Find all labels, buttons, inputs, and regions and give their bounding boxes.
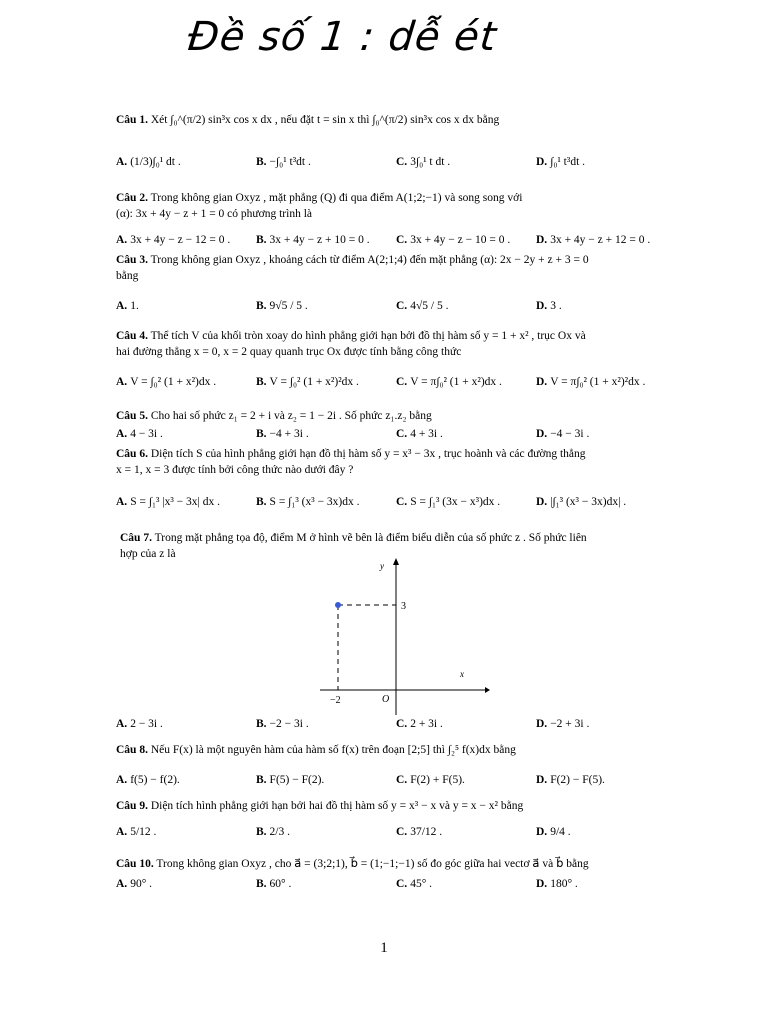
option-d: D. ∫₀¹ t³dt . <box>536 156 586 168</box>
options-3 <box>116 300 676 318</box>
option-c: C. 4 + 3i . <box>396 428 443 440</box>
question-2 <box>116 190 676 222</box>
options-4 <box>116 376 676 394</box>
question-1 <box>116 112 676 128</box>
options-8 <box>116 774 676 792</box>
option-a: A. (1/3)∫₀¹ dt . <box>116 156 181 168</box>
page-number: 1 <box>380 940 388 956</box>
option-b: B. 60° . <box>256 878 292 890</box>
option-c: C. 3x + 4y − z − 10 = 0 . <box>396 234 511 246</box>
options-1 <box>116 156 676 174</box>
y-axis-label: y <box>380 561 384 571</box>
question-text: Trong không gian Oxyz , cho a⃗ = (3;2;1), b⃗ = (1;−1;−1) số đo góc giữa hai vectơ a⃗ và b⃗ bằng <box>156 858 589 870</box>
question-10 <box>116 856 676 872</box>
option-b: B. S = ∫₁³ (x³ − 3x)dx . <box>256 496 360 508</box>
option-b: B. 3x + 4y − z + 10 = 0 . <box>256 234 370 246</box>
question-text-line2: hợp của z là <box>120 548 176 560</box>
option-a: A. 5/12 . <box>116 826 157 838</box>
question-text: Cho hai số phức z₁ = 2 + i và z₂ = 1 − 2i . Số phức z₁.z₂ bằng <box>150 410 432 422</box>
option-c: C. S = ∫₁³ (3x − x³)dx . <box>396 496 501 508</box>
option-c: C. 3∫₀¹ t dt . <box>396 156 451 168</box>
question-4 <box>116 328 676 360</box>
question-8 <box>116 742 676 758</box>
option-c: C. 45° . <box>396 878 433 890</box>
option-d: D. 3 . <box>536 300 562 312</box>
question-label: Câu 4. <box>116 330 148 342</box>
question-label: Câu 3. <box>116 254 148 266</box>
option-a: A. 90° . <box>116 878 153 890</box>
option-d: D. −2 + 3i . <box>536 718 590 730</box>
handwritten-title: Đề số 1 : dễ ét <box>185 14 500 60</box>
question-text: Xét ∫₀^(π/2) sin³x cos x dx , nếu đặt t = sin x thì ∫₀^(π/2) sin³x cos x dx bằng <box>150 114 500 126</box>
question-text-line2: x = 1, x = 3 được tính bởi công thức nào dưới đây ? <box>116 464 354 476</box>
option-c: C. 37/12 . <box>396 826 443 838</box>
question-text: Trong không gian Oxyz , khoảng cách từ điểm A(2;1;4) đến mặt phẳng (α): 2x − 2y + z + 3 = 0 <box>150 254 589 266</box>
options-5 <box>116 428 676 446</box>
option-d: D. |∫₁³ (x³ − 3x)dx| . <box>536 496 627 508</box>
question-label: Câu 10. <box>116 858 154 870</box>
point-x-label: −2 <box>330 695 341 706</box>
question-text-line2: hai đường thẳng x = 0, x = 2 quay quanh trục Ox được tính bằng công thức <box>116 346 462 358</box>
options-9 <box>116 826 676 844</box>
question-text: Nếu F(x) là một nguyên hàm của hàm số f(x) trên đoạn [2;5] thì ∫₂⁵ f(x)dx bằng <box>150 744 516 756</box>
point-y-label: 3 <box>401 601 406 612</box>
question-text: Trong không gian Oxyz , mặt phẳng (Q) đi qua điểm A(1;2;−1) và song song với <box>150 192 523 204</box>
option-d: D. 3x + 4y − z + 12 = 0 . <box>536 234 651 246</box>
option-a: A. S = ∫₁³ |x³ − 3x| dx . <box>116 496 220 508</box>
option-d: D. −4 − 3i . <box>536 428 590 440</box>
option-c: C. F(2) + F(5). <box>396 774 465 786</box>
question-5 <box>116 408 676 424</box>
question-label: Câu 7. <box>120 532 152 544</box>
question-text: Diện tích hình phẳng giới hạn bởi hai đồ thị hàm số y = x³ − x và y = x − x² bằng <box>150 800 524 812</box>
point-m <box>335 602 341 608</box>
question-3 <box>116 252 676 284</box>
question-label: Câu 6. <box>116 448 148 460</box>
option-d: D. 9/4 . <box>536 826 571 838</box>
question-6 <box>116 446 676 478</box>
option-c: C. 2 + 3i . <box>396 718 443 730</box>
option-b: B. V = ∫₀² (1 + x²)²dx . <box>256 376 359 388</box>
options-10 <box>116 878 676 896</box>
question-9 <box>116 798 676 814</box>
x-axis-arrow-icon <box>485 687 490 693</box>
option-b: B. F(5) − F(2). <box>256 774 325 786</box>
option-b: B. 9√5 / 5 . <box>256 300 308 312</box>
question-label: Câu 2. <box>116 192 148 204</box>
option-b: B. −∫₀¹ t³dt . <box>256 156 311 168</box>
question-text: Diện tích S của hình phẳng giới hạn đồ thị hàm số y = x³ − 3x , trục hoành và các đường thẳng <box>150 448 586 460</box>
option-d: D. F(2) − F(5). <box>536 774 605 786</box>
option-a: A. 1. <box>116 300 139 312</box>
options-7 <box>116 718 676 736</box>
question-label: Câu 5. <box>116 410 148 422</box>
options-6 <box>116 496 676 514</box>
question-label: Câu 8. <box>116 744 148 756</box>
question-text-line2: bằng <box>116 270 139 282</box>
option-a: A. V = ∫₀² (1 + x²)dx . <box>116 376 217 388</box>
complex-plane-graph <box>300 555 490 720</box>
option-c: C. 4√5 / 5 . <box>396 300 449 312</box>
option-a: A. 4 − 3i . <box>116 428 163 440</box>
question-label: Câu 1. <box>116 114 148 126</box>
option-b: B. −4 + 3i . <box>256 428 309 440</box>
options-2 <box>116 234 676 252</box>
question-text: Trong mặt phẳng tọa độ, điểm M ở hình vẽ bên là điểm biểu diễn của số phức z . Số phức liên <box>154 532 587 544</box>
option-a: A. f(5) − f(2). <box>116 774 180 786</box>
option-b: B. −2 − 3i . <box>256 718 309 730</box>
question-text-line2: (α): 3x + 4y − z + 1 = 0 có phương trình là <box>116 208 312 220</box>
option-d: D. 180° . <box>536 878 578 890</box>
question-text: Thể tích V của khối tròn xoay do hình phẳng giới hạn bởi đồ thị hàm số y = 1 + x² , trục Ox và <box>150 330 586 342</box>
x-axis-label: x <box>460 669 464 679</box>
option-d: D. V = π∫₀² (1 + x²)²dx . <box>536 376 646 388</box>
option-b: B. 2/3 . <box>256 826 290 838</box>
option-a: A. 3x + 4y − z − 12 = 0 . <box>116 234 231 246</box>
origin-label: O <box>382 694 390 705</box>
question-label: Câu 9. <box>116 800 148 812</box>
y-axis-arrow-icon <box>393 558 399 565</box>
option-a: A. 2 − 3i . <box>116 718 163 730</box>
option-c: C. V = π∫₀² (1 + x²)dx . <box>396 376 502 388</box>
